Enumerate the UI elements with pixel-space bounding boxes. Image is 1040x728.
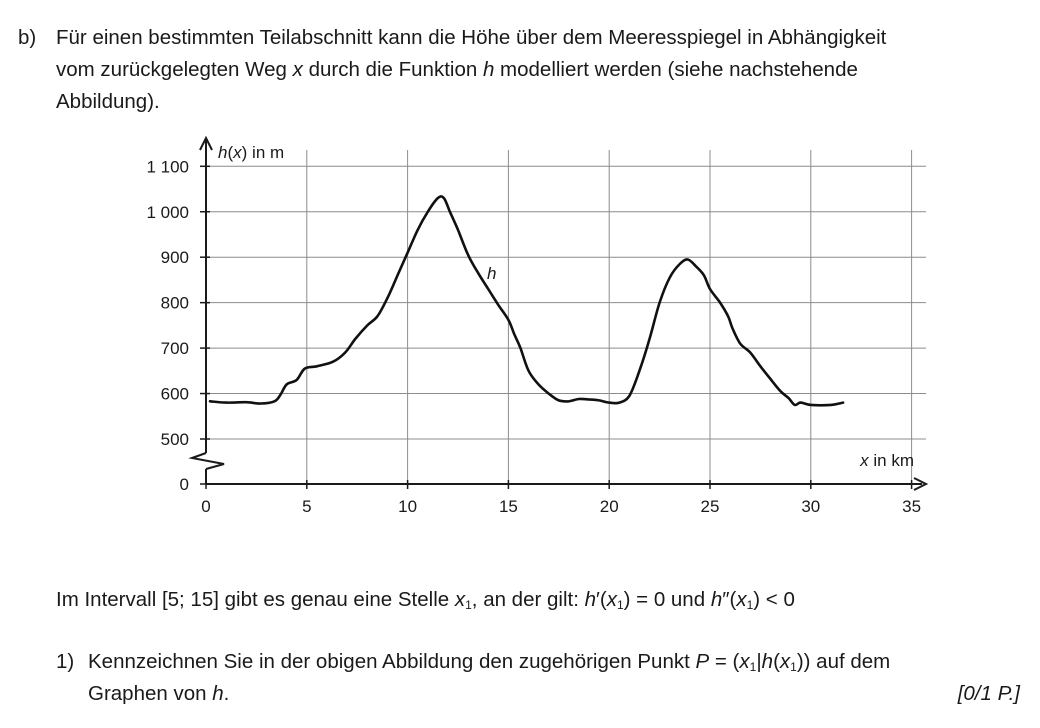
chart-axes [192,138,926,490]
y-axis-label: h(x) in m [218,143,285,162]
y-tick-label-900: 900 [160,248,189,268]
condition-text: Im Intervall [5; 15] gibt es genau eine Stelle $x_1$, an der gilt: $h'(x_1) = 0$ und $h''(x_1) < 0$ [56,588,795,612]
x-tick-label-30: 30 [801,497,821,516]
y-tick-label-1000: 1 000 [146,202,189,222]
y-tick-label-800: 800 [160,293,189,313]
x-tick-label-20: 20 [599,497,619,516]
task-marker: b) [18,26,37,49]
question-line-2: Graphen von h. [88,682,230,705]
y-tick-label-500: 500 [160,430,189,449]
x-axis-label: x in km [860,451,914,470]
question-number: 1) [56,650,75,673]
x-tick-label-25: 25 [700,497,720,516]
chart-grid [206,150,926,484]
x-tick-label-15: 15 [498,497,518,516]
task-line-1: Für einen bestimmten Teilabschnitt kann die Höhe über dem Meeresspiegel in Abhängigkeit [56,26,887,49]
series-line-h [210,196,843,405]
task-line-2: vom zurückgelegten Weg x durch die Funktion h modelliert werden (siehe nachstehende [56,58,858,81]
y-axis-break [192,453,224,469]
task-line-3: Abbildung). [56,90,160,113]
x-tick-label-0: 0 [201,497,211,516]
x-tick-label-10: 10 [398,497,418,516]
y-tick-label-0: 0 [179,475,189,494]
x-tick-label-35: 35 [902,497,922,516]
points-badge: [0/1 P.] [957,682,1020,705]
y-tick-label-700: 700 [160,339,189,359]
chart-series [210,196,843,405]
chart-ticks [146,157,921,516]
y-tick-label-1100: 1 100 [146,157,189,177]
question-line-1: Kennzeichnen Sie in der obigen Abbildung den zugehörigen Punkt $P = (x_1|h(x_1))$ auf dem [88,650,891,674]
curve-label-h: h [487,264,497,283]
x-tick-label-5: 5 [302,497,312,516]
y-tick-label-600: 600 [160,384,189,404]
